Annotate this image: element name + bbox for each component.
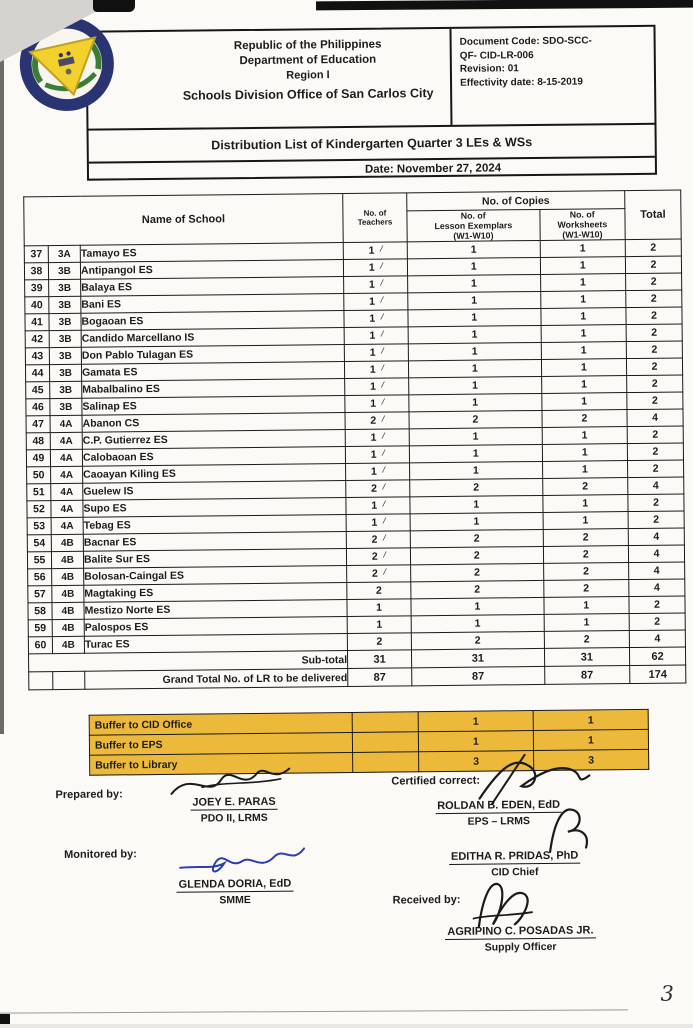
second-certifier-name: EDITHA R. PRIDAS, PhD (402, 849, 627, 865)
col-header-total: Total (625, 190, 682, 240)
certified-title: EPS – LRMS (467, 815, 531, 828)
lesson-exemplars-count: 2 (409, 410, 542, 428)
row-number: 41 (25, 314, 49, 331)
doc-effectivity: Effectivity date: 8-15-2019 (459, 76, 583, 89)
form-header (85, 25, 657, 181)
school-rows-body (24, 239, 685, 654)
check-mark: / (378, 243, 384, 254)
lesson-exemplars-count: 1 (411, 597, 544, 615)
document-code-block (449, 27, 654, 125)
row-total: 2 (627, 426, 683, 444)
row-total: 4 (629, 579, 685, 597)
row-total: 2 (626, 341, 682, 359)
district-code: 4B (52, 619, 84, 636)
check-mark: / (381, 515, 387, 526)
row-number: 38 (24, 263, 48, 280)
teachers-count: 1 / (346, 514, 410, 532)
monitored-name: GLENDA DORIA, EdD (142, 877, 327, 893)
school-name: C.P. Gutierrez ES (82, 430, 345, 450)
lesson-exemplars-count: 1 (409, 427, 542, 445)
row-number: 51 (27, 484, 51, 501)
check-mark: / (379, 328, 385, 339)
received-name: AGRIPINO C. POSADAS JR. (403, 924, 638, 940)
col-header-lesson-exemplars: No. of Lesson Exemplars (W1-W10) (407, 209, 540, 241)
check-mark: / (380, 396, 385, 407)
lesson-exemplars-count: 2 (411, 631, 544, 649)
second-certifier-title: CID Chief (491, 866, 539, 879)
row-number: 50 (27, 467, 51, 484)
worksheets-count: 1 (540, 240, 626, 258)
check-mark: / (381, 532, 387, 543)
doc-code-line-2: QF- CID-LR-006 (459, 49, 534, 62)
row-number: 58 (28, 603, 52, 620)
subtotal-lesson-exemplars: 31 (411, 648, 544, 667)
buffer-lesson-exemplars: 1 (418, 711, 533, 732)
doc-revision: Revision: 01 (459, 63, 519, 75)
col-header-teachers: No. of Teachers (343, 193, 408, 243)
worksheets-count: 2 (543, 546, 629, 564)
check-mark: / (380, 362, 385, 373)
teachers-count: 1 / (344, 293, 408, 311)
school-name: Antipangol ES (80, 260, 343, 280)
distribution-table (23, 189, 686, 690)
row-total: 2 (629, 613, 685, 631)
header-top-row (88, 27, 655, 129)
date-line: Date: November 27, 2024 (364, 162, 502, 176)
lesson-exemplars-count: 1 (408, 291, 541, 309)
district-code: 3B (49, 279, 81, 296)
school-name: Turac ES (84, 634, 347, 654)
district-code: 3A (48, 245, 80, 262)
received-title: Supply Officer (484, 940, 557, 954)
row-number: 57 (28, 586, 52, 603)
check-mark: / (380, 430, 386, 441)
district-code: 4B (52, 585, 84, 602)
subtotal-worksheets: 31 (544, 648, 630, 667)
signature-roldan-eden (471, 745, 602, 806)
row-total: 4 (629, 562, 685, 580)
worksheets-count: 1 (541, 376, 627, 394)
grand-empty-district (53, 671, 85, 689)
grand-empty-no (29, 672, 53, 690)
teachers-count: 1 (347, 599, 411, 617)
worksheets-count: 1 (541, 359, 627, 377)
teachers-count: 2 / (346, 548, 410, 566)
row-number: 45 (26, 382, 50, 399)
grand-total-teachers: 87 (348, 668, 412, 687)
lesson-exemplars-count: 1 (408, 359, 541, 377)
buffer-lesson-exemplars: 3 (419, 751, 534, 772)
row-total: 2 (626, 290, 682, 308)
teachers-count: 1 / (346, 463, 410, 481)
worksheets-count: 2 (543, 563, 629, 581)
lesson-exemplars-count: 2 (411, 563, 544, 581)
lesson-exemplars-count: 1 (407, 257, 540, 275)
row-total: 2 (627, 443, 683, 461)
worksheets-count: 2 (544, 631, 630, 649)
school-name: Supo ES (83, 498, 346, 518)
prepared-by-label: Prepared by: (55, 788, 123, 802)
worksheets-count: 2 (543, 580, 629, 598)
check-mark: / (379, 345, 385, 356)
row-number: 46 (26, 399, 50, 416)
school-name: Mestizo Norte ES (84, 600, 347, 620)
row-number: 49 (26, 450, 50, 467)
district-code: 4A (51, 517, 83, 534)
buffer-teachers-empty (352, 712, 418, 733)
lesson-exemplars-count: 2 (410, 478, 543, 496)
check-mark: / (382, 549, 387, 560)
monitored-title: SMME (219, 894, 251, 907)
school-name: Tamayo ES (80, 243, 343, 263)
district-code: 4A (50, 415, 82, 432)
row-total: 4 (629, 630, 685, 648)
agency-block (88, 29, 451, 129)
teachers-count: 1 (347, 616, 411, 634)
agency-line-3: Region I (286, 69, 330, 82)
district-code: 4B (51, 551, 83, 568)
doc-code-line-1: Document Code: SDO-SCC- (459, 35, 592, 48)
teachers-count: 1 / (346, 497, 410, 515)
row-total: 2 (628, 460, 684, 478)
row-number: 37 (24, 246, 48, 263)
lesson-exemplars-count: 1 (409, 376, 542, 394)
lesson-exemplars-count: 2 (410, 546, 543, 564)
buffer-worksheets: 3 (534, 749, 649, 770)
signature-agripino-posadas (462, 874, 553, 933)
district-code: 4A (51, 483, 83, 500)
lesson-exemplars-count: 1 (408, 274, 541, 292)
row-total: 4 (628, 528, 684, 546)
buffer-worksheets: 1 (533, 729, 648, 750)
school-name: Candido Marcellano IS (81, 328, 344, 348)
district-code: 3B (49, 296, 81, 313)
teachers-count: 1 / (345, 395, 409, 413)
school-name: Abanon CS (82, 413, 345, 433)
form-title: Distribution List of Kindergarten Quarter 3 LEs & WSs (89, 123, 655, 162)
buffer-worksheets: 1 (533, 709, 648, 730)
teachers-count: 1 / (345, 446, 409, 464)
buffer-lesson-exemplars: 1 (418, 731, 533, 752)
row-total: 2 (625, 256, 681, 274)
signature-editha-pridas (532, 803, 603, 856)
col-header-copies: No. of Copies (407, 191, 625, 211)
check-mark: / (379, 311, 385, 322)
worksheets-count: 1 (541, 342, 627, 360)
col-header-school-name: Name of School (24, 194, 343, 246)
district-code: 3B (49, 313, 81, 330)
check-mark: / (379, 294, 384, 305)
row-number: 39 (25, 280, 49, 297)
teachers-count: 1 / (345, 378, 409, 396)
grand-total-total: 174 (630, 665, 686, 684)
lesson-exemplars-count: 1 (411, 614, 544, 632)
lesson-exemplars-count: 1 (410, 512, 543, 530)
agency-line-2: Department of Education (239, 53, 377, 68)
district-code: 4A (51, 500, 83, 517)
check-mark: / (380, 379, 385, 390)
certified-correct-label: Certified correct: (391, 774, 481, 788)
signature-glenda-doria (172, 842, 312, 879)
school-name: Balaya ES (81, 277, 344, 297)
lesson-exemplars-count: 1 (409, 393, 542, 411)
teachers-count: 2 (347, 582, 411, 600)
district-code: 3B (50, 398, 82, 415)
worksheets-count: 2 (542, 410, 628, 428)
worksheets-count: 1 (540, 274, 626, 292)
row-total: 2 (626, 324, 682, 342)
check-mark: / (379, 260, 384, 271)
teachers-count: 1 / (344, 276, 408, 294)
handwritten-page-number: 3 (660, 981, 675, 1006)
worksheets-count: 1 (542, 427, 628, 445)
worksheets-count: 1 (544, 614, 630, 632)
worksheets-count: 1 (540, 257, 626, 275)
monitored-by-label: Monitored by: (64, 848, 137, 861)
row-number: 59 (28, 620, 52, 637)
teachers-count: 2 (347, 633, 411, 651)
school-name: Palospos ES (84, 617, 347, 637)
worksheets-count: 2 (543, 529, 629, 547)
scan-edge-top-blob (93, 0, 135, 12)
prepared-title: PDO II, LRMS (200, 811, 268, 825)
subtotal-label: Sub-total (29, 651, 348, 672)
row-total: 4 (627, 409, 683, 427)
received-by-label: Received by: (392, 893, 461, 907)
check-mark: / (381, 464, 386, 475)
check-mark: / (381, 498, 387, 509)
district-code: 4B (51, 534, 83, 551)
teachers-count: 2 / (345, 412, 409, 430)
row-total: 2 (625, 239, 681, 257)
worksheets-count: 1 (541, 308, 627, 326)
lesson-exemplars-count: 2 (410, 529, 543, 547)
check-mark: / (379, 277, 384, 288)
row-total: 2 (627, 375, 683, 393)
lesson-exemplars-count: 1 (410, 461, 543, 479)
lesson-exemplars-count: 1 (410, 495, 543, 513)
row-number: 44 (25, 365, 49, 382)
row-number: 52 (27, 501, 51, 518)
check-mark: / (381, 481, 386, 492)
teachers-count: 2 / (346, 531, 410, 549)
teachers-count: 1 / (345, 429, 409, 447)
subtotal-teachers: 31 (347, 650, 411, 669)
school-name: Magtaking ES (84, 583, 347, 603)
row-total: 2 (628, 511, 684, 529)
lesson-exemplars-count: 1 (409, 444, 542, 462)
row-number: 54 (27, 535, 51, 552)
district-code: 3B (49, 347, 81, 364)
row-total: 2 (627, 392, 683, 410)
worksheets-count: 1 (541, 393, 627, 411)
grand-total-label: Grand Total No. of LR to be delivered (85, 668, 348, 689)
district-code: 3B (49, 364, 81, 381)
school-name: Salinap ES (82, 396, 345, 416)
district-code: 4A (50, 449, 82, 466)
row-number: 47 (26, 416, 50, 433)
teachers-count: 1 / (344, 310, 408, 328)
worksheets-count: 1 (542, 495, 628, 513)
check-mark: / (380, 413, 386, 424)
school-name: Calobaoan ES (82, 447, 345, 467)
table-header (24, 190, 681, 246)
district-code: 4A (51, 466, 83, 483)
school-name: Mabalbalino ES (82, 379, 345, 399)
lesson-exemplars-count: 1 (408, 325, 541, 343)
teachers-count: 1 / (344, 361, 408, 379)
lesson-exemplars-count: 1 (408, 308, 541, 326)
subtotal-total: 62 (629, 647, 685, 666)
row-number: 42 (25, 331, 49, 348)
worksheets-count: 1 (544, 597, 630, 615)
teachers-count: 2 / (346, 480, 410, 498)
worksheets-count: 2 (542, 478, 628, 496)
teachers-count: 1 / (344, 327, 408, 345)
district-code: 4B (52, 568, 84, 585)
row-number: 60 (28, 637, 52, 654)
agency-line-1: Republic of the Philippines (233, 38, 382, 53)
school-name: Bani ES (81, 294, 344, 314)
row-total: 4 (628, 545, 684, 563)
district-code: 4B (52, 602, 84, 619)
row-number: 55 (27, 552, 51, 569)
certified-name: ROLDAN B. EDEN, EdD (394, 798, 604, 814)
row-number: 40 (25, 297, 49, 314)
row-number: 56 (28, 569, 52, 586)
row-total: 2 (626, 307, 682, 325)
row-total: 4 (628, 477, 684, 495)
school-name: Bacnar ES (83, 532, 346, 552)
school-name: Tebag ES (83, 515, 346, 535)
grand-total-worksheets: 87 (544, 666, 630, 685)
summary-rows (29, 647, 686, 690)
buffer-teachers-empty (352, 732, 418, 753)
school-name: Don Pablo Tulagan ES (81, 345, 344, 365)
teachers-count: 1 / (343, 259, 407, 277)
buffer-label: Buffer to Library (90, 752, 353, 775)
row-number: 53 (27, 518, 51, 535)
row-total: 2 (629, 596, 685, 614)
scan-edge-bottom-corner (0, 1014, 10, 1024)
row-total: 2 (626, 358, 682, 376)
buffer-teachers-empty (353, 752, 419, 773)
col-header-worksheets: No. of Worksheets (W1-W10) (539, 209, 625, 241)
school-name: Caoayan Kiling ES (83, 464, 346, 484)
worksheets-count: 1 (540, 291, 626, 309)
district-code: 4B (52, 636, 84, 653)
agency-line-4: Schools Division Office of San Carlos City (182, 86, 434, 103)
lesson-exemplars-count: 2 (411, 580, 544, 598)
worksheets-count: 1 (541, 325, 627, 343)
district-code: 3B (49, 330, 81, 347)
district-code: 3B (50, 381, 82, 398)
district-code: 3B (48, 262, 80, 279)
prepared-name: JOEY E. PARAS (152, 795, 317, 811)
district-code: 4A (50, 432, 82, 449)
worksheets-count: 1 (543, 512, 629, 530)
school-name: Balite Sur ES (83, 549, 346, 569)
school-name: Bogaoan ES (81, 311, 344, 331)
row-number: 43 (25, 348, 49, 365)
row-number: 48 (26, 433, 50, 450)
lesson-exemplars-count: 1 (407, 240, 540, 258)
teachers-count: 1 / (344, 344, 408, 362)
school-name: Bolosan-Caingal ES (84, 566, 347, 586)
teachers-count: 1 / (343, 242, 407, 260)
lesson-exemplars-count: 1 (408, 342, 541, 360)
grand-total-lesson-exemplars: 87 (412, 666, 545, 685)
buffer-label: Buffer to EPS (89, 732, 352, 755)
row-total: 2 (626, 273, 682, 291)
worksheets-count: 1 (542, 461, 628, 479)
buffer-label: Buffer to CID Office (89, 712, 352, 735)
teachers-count: 2 / (347, 565, 411, 583)
worksheets-count: 1 (542, 444, 628, 462)
school-name: Gamata ES (81, 362, 344, 382)
check-mark: / (382, 566, 387, 577)
school-name: Guelew IS (83, 481, 346, 501)
row-total: 2 (628, 494, 684, 512)
check-mark: / (381, 447, 386, 458)
